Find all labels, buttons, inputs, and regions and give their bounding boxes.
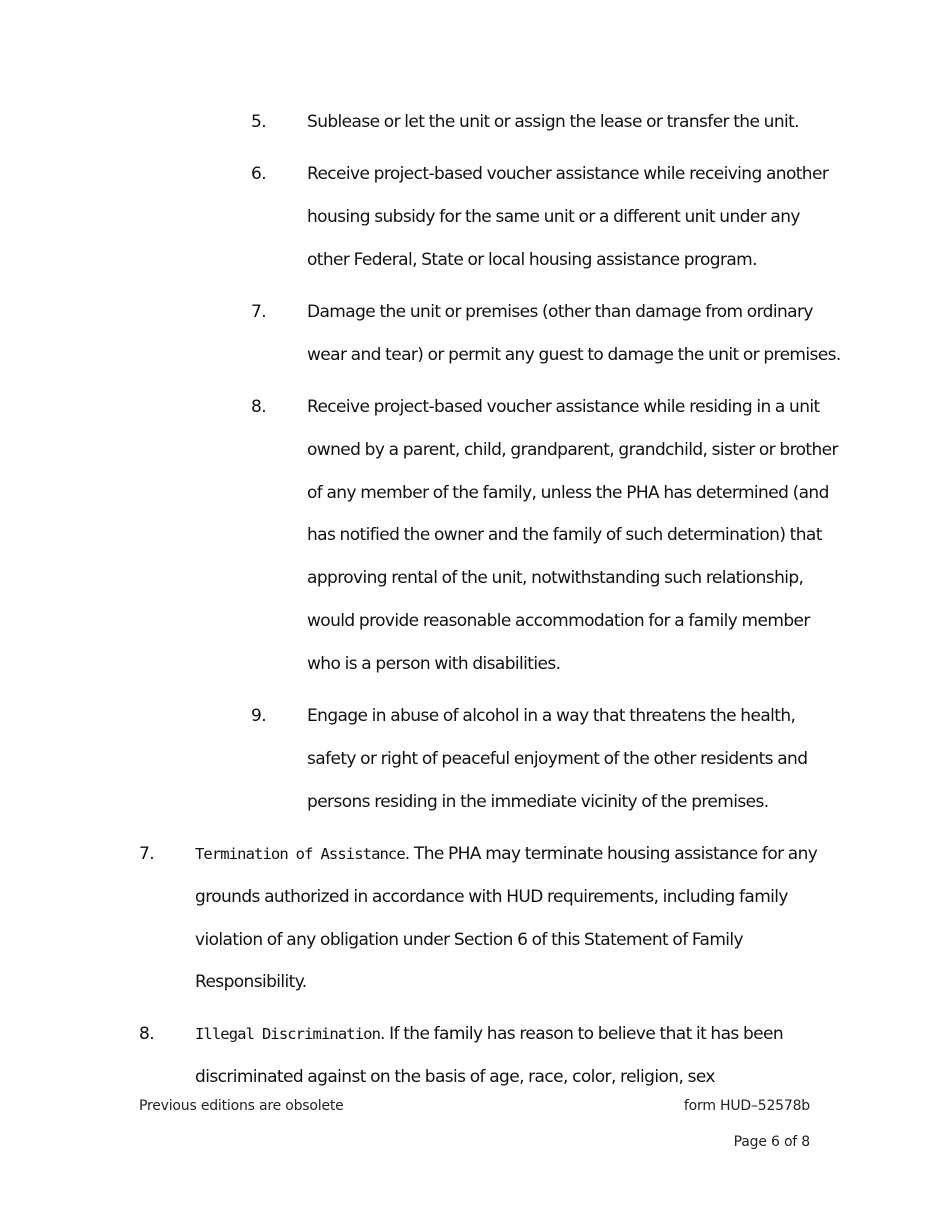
footer-form-number: form HUD–52578b	[683, 1098, 810, 1114]
section-number: 8.	[139, 1024, 155, 1044]
footer-obsolete-note: Previous editions are obsolete	[139, 1098, 344, 1114]
list-item-number: 9.	[251, 706, 267, 726]
list-item-text: Engage in abuse of alcohol in a way that threatens the health, safety or right of peaceful enjoyment of the other residents and persons residing in the immediate vicinity of the premises.	[307, 706, 808, 812]
list-item-text: Damage the unit or premises (other than damage from ordinary wear and tear) or permit any guest to damage the unit or premises.	[307, 302, 841, 365]
section-text: Illegal Discrimination. If the family has reason to believe that it has been discriminated against on the basis of age, race, color, religion, sex	[195, 1024, 784, 1087]
list-item-number: 6.	[251, 164, 267, 184]
list-item-number: 8.	[251, 397, 267, 417]
list-item-number: 5.	[251, 112, 267, 132]
section-heading: Illegal Discrimination	[195, 1025, 380, 1043]
section-heading: Termination of Assistance	[195, 845, 405, 863]
list-item-text: Receive project-based voucher assistance while residing in a unit owned by a parent, child, grandparent, grandchild, sister or brother of any member of the family, unless the PHA has determined (and has notified the owner and the family of such determination) that approving rental of the unit, notwithstanding such relationship, would provide reasonable accommodation for a family member who is a person with disabilities.	[307, 397, 838, 674]
section-text: Termination of Assistance. The PHA may terminate housing assistance for any grounds authorized in accordance with HUD requirements, including family violation of any obligation under Section 6 of this Statement of Family Responsibility.	[195, 844, 818, 993]
list-item-text: Receive project-based voucher assistance while receiving another housing subsidy for the same unit or a different unit under any other Federal, State or local housing assistance program.	[307, 164, 829, 270]
list-item-text: Sublease or let the unit or assign the lease or transfer the unit.	[307, 112, 799, 132]
list-item-number: 7.	[251, 302, 267, 322]
section-number: 7.	[139, 844, 155, 864]
footer-page-number: Page 6 of 8	[733, 1134, 810, 1150]
